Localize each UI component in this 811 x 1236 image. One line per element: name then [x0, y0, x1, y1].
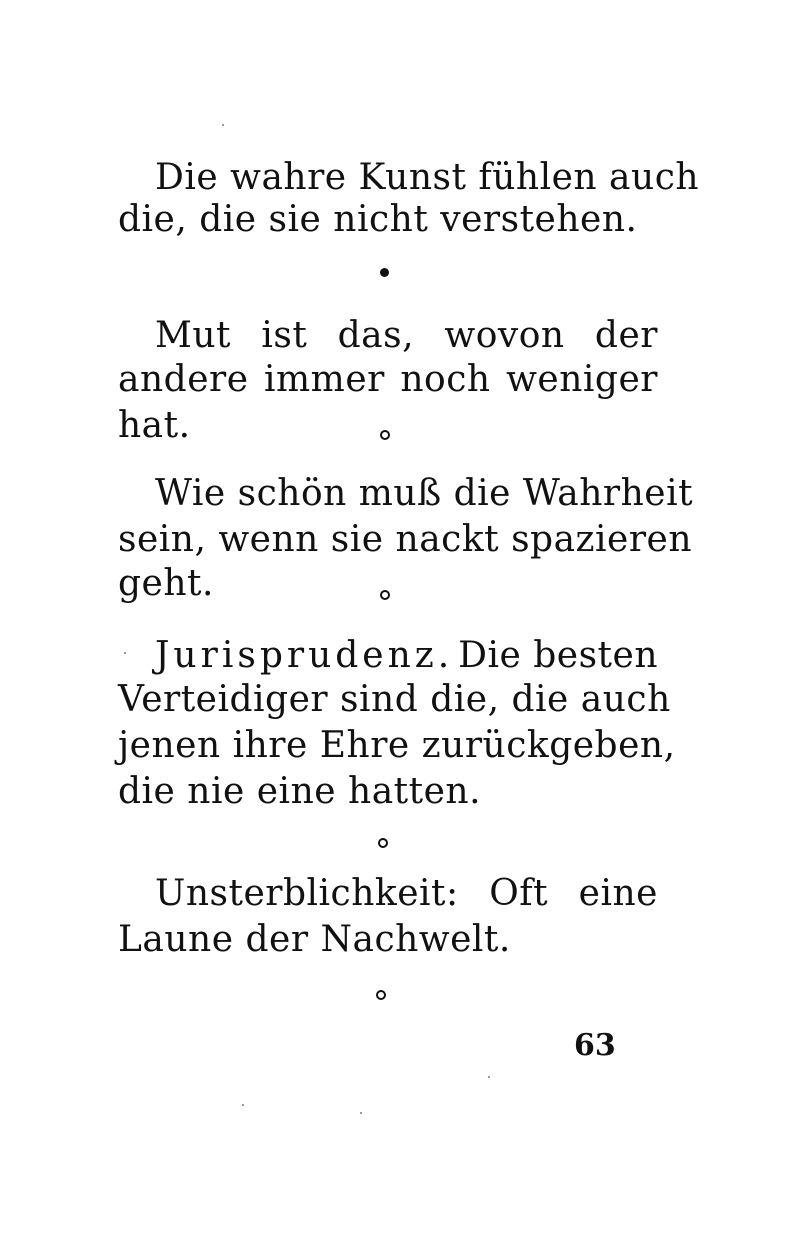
separator-ring: [380, 590, 390, 600]
separator-ring: [376, 990, 386, 1000]
word: Mut: [155, 315, 232, 356]
aphorism-5-line-2: Laune der Nachwelt.: [118, 919, 511, 960]
scan-speck: [242, 1104, 244, 1106]
aphorism-4-line-3: jenen ihre Ehre zurückgeben,: [118, 725, 676, 766]
word: wovon: [444, 315, 565, 356]
scan-speck: [360, 1112, 362, 1114]
page-number: 63: [574, 1028, 616, 1063]
separator-ring: [380, 430, 390, 440]
word: der: [594, 315, 658, 356]
scan-speck: [488, 1076, 490, 1078]
separator-dot: [380, 268, 389, 277]
scan-speck: [222, 124, 224, 126]
aphorism-text: Die besten: [458, 635, 658, 676]
word: ist: [261, 315, 308, 356]
scan-speck: [124, 652, 126, 654]
aphorism-3-line-1: Wie schön muß die Wahrheit: [155, 473, 694, 514]
word: noch: [400, 359, 491, 400]
aphorism-2-line-1: [155, 312, 658, 360]
aphorism-4-line-4: die nie eine hatten.: [118, 771, 482, 812]
word: Unsterblichkeit:: [155, 873, 459, 914]
word: eine: [578, 873, 658, 914]
aphorism-4-line-1: [155, 632, 658, 680]
word: Oft: [489, 873, 549, 914]
aphorism-5-line-1: [155, 870, 658, 918]
separator-ring: [378, 838, 388, 848]
aphorism-3-line-3: geht.: [118, 563, 214, 604]
aphorism-1-line-2: die, die sie nicht verstehen.: [118, 199, 638, 240]
aphorism-1-line-1: Die wahre Kunst fühlen auch: [155, 157, 700, 198]
aphorism-3-line-2: sein, wenn sie nackt spazieren: [118, 519, 693, 560]
aphorism-heading: Jurisprudenz.: [155, 635, 454, 676]
aphorism-2-line-2: [118, 356, 658, 404]
word: immer: [264, 359, 385, 400]
aphorism-4-line-2: Verteidiger sind die, die auch: [118, 679, 671, 720]
word: andere: [118, 359, 249, 400]
aphorism-2-line-3: hat.: [118, 405, 191, 446]
word: weniger: [506, 359, 658, 400]
word: das,: [337, 315, 415, 356]
